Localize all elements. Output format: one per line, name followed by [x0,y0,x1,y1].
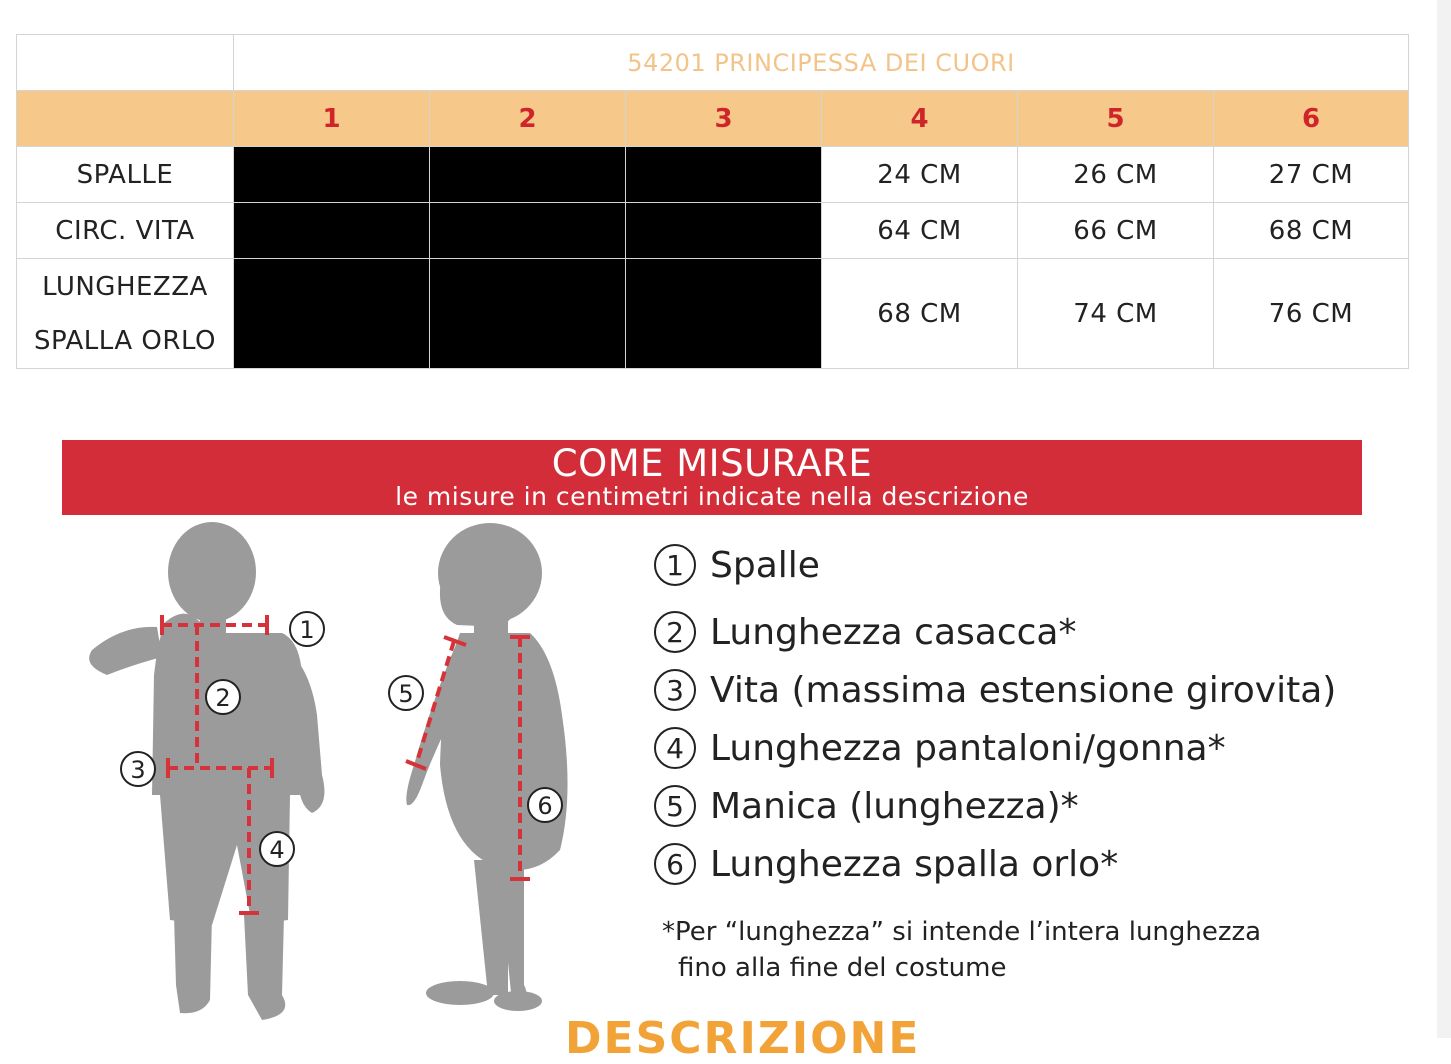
legend-text: Manica (lunghezza)* [710,785,1079,827]
legend-text: Vita (massima estensione girovita) [710,669,1337,711]
legend-item-3 [654,665,1336,715]
figure-marker-6 [528,788,562,822]
legend-item-5 [654,781,1079,831]
figure-marker-4 [260,832,294,866]
value-cell: 68 CM [1214,203,1409,259]
how-to-measure-banner [62,440,1362,515]
unavailable-cell [626,259,822,369]
legend-text: Spalle [710,544,820,586]
figure-marker-label: 2 [215,684,231,712]
row-label: SPALLE [17,147,234,203]
length-note [662,914,1362,986]
legend-number: 1 [654,544,696,586]
legend-text: Lunghezza pantaloni/gonna* [710,727,1226,769]
girl-silhouette-icon [406,523,567,1011]
unavailable-cell [430,147,626,203]
size-header-2: 2 [430,91,626,147]
size-header-1: 1 [234,91,430,147]
how-to-measure-infographic [62,440,1362,1064]
legend-number: 3 [654,669,696,711]
legend-number: 6 [654,843,696,885]
value-cell: 66 CM [1018,203,1214,259]
legend-text: Lunghezza casacca* [710,611,1077,653]
size-header-4: 4 [822,91,1018,147]
note-line: fino alla fine del costume [678,953,1007,983]
legend-number: 2 [654,611,696,653]
legend-number: 4 [654,727,696,769]
unavailable-cell [626,203,822,259]
size-header-5: 5 [1018,91,1214,147]
unavailable-cell [430,259,626,369]
size-chart-table [16,34,1409,369]
child-silhouettes [62,515,622,1038]
row-label-line: SPALLA ORLO [34,325,216,356]
legend-item-4 [654,723,1226,773]
value-cell: 26 CM [1018,147,1214,203]
figure-marker-label: 5 [398,680,414,708]
table-corner-cell [17,35,234,91]
value-cell: 74 CM [1018,259,1214,369]
unavailable-cell [234,259,430,369]
figure-marker-label: 4 [269,836,285,864]
unavailable-cell [626,147,822,203]
row-label [17,259,234,369]
value-cell: 27 CM [1214,147,1409,203]
unavailable-cell [234,147,430,203]
legend-item-1 [654,540,820,590]
value-cell: 24 CM [822,147,1018,203]
unavailable-cell [430,203,626,259]
value-cell: 76 CM [1214,259,1409,369]
size-header-6: 6 [1214,91,1409,147]
table-row-circ-vita [17,203,1409,259]
legend-text: Lunghezza spalla orlo* [710,843,1119,885]
figure-marker-1 [290,612,324,646]
value-cell: 68 CM [822,259,1018,369]
value-cell: 64 CM [822,203,1018,259]
legend-item-2 [654,607,1077,657]
size-header-corner [17,91,234,147]
unavailable-cell [234,203,430,259]
table-row-lunghezza [17,259,1409,369]
legend-number: 5 [654,785,696,827]
table-row-spalle [17,147,1409,203]
banner-title: COME MISURARE [551,442,873,485]
row-label: CIRC. VITA [17,203,234,259]
banner-subtitle: le misure in centimetri indicate nella descrizione [395,482,1029,511]
description-section-heading: DESCRIZIONE [565,1013,921,1064]
table-title-row [17,35,1409,91]
product-title: 54201 PRINCIPESSA DEI CUORI [234,35,1409,91]
figure-marker-2 [206,680,240,714]
note-line: *Per “lunghezza” si intende l’intera lunghezza [662,917,1262,947]
page-scrollbar[interactable] [1437,0,1451,1038]
figure-marker-3 [121,752,155,786]
figure-marker-label: 1 [299,616,315,644]
row-label-line: LUNGHEZZA [42,271,208,302]
figure-marker-5 [389,676,423,710]
size-header-3: 3 [626,91,822,147]
figure-marker-label: 6 [537,792,553,820]
figure-marker-label: 3 [130,756,146,784]
size-header-row [17,91,1409,147]
legend-item-6 [654,839,1118,889]
